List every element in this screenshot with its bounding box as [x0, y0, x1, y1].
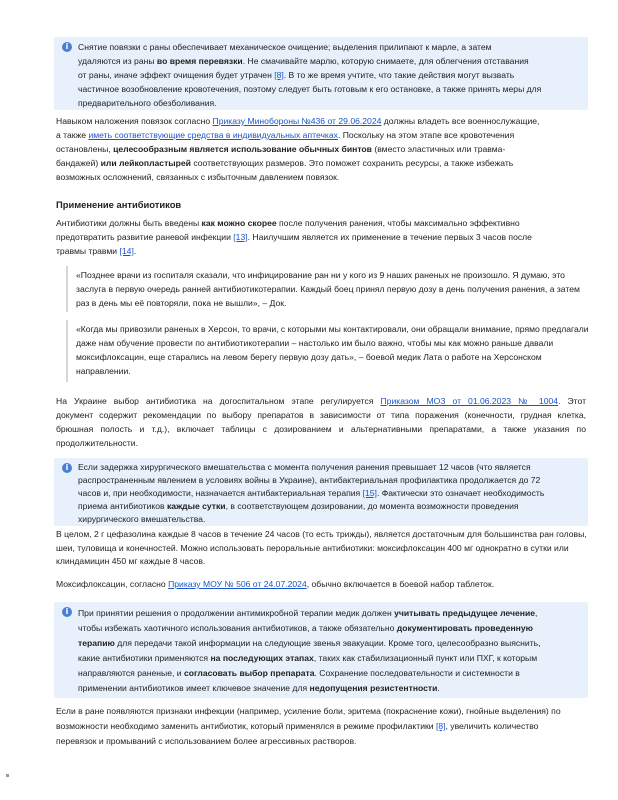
- info-callout-text: [78, 606, 580, 696]
- margin-mark: [6, 774, 9, 777]
- text-line: удаляются из раны во время перевязки. Не смачивайте марлю, которую снимаете, для облегчения отставания: [78, 56, 529, 66]
- text-line: возможных осложнений, связанных с избыточным давлением повязок.: [56, 172, 340, 182]
- text-line: При принятии решения о продолжении антимикробной терапии медик должен учитывать предыдущее лечение,: [78, 608, 538, 618]
- text-line: хирургического вмешательства.: [78, 514, 206, 524]
- info-callout-surgery-delay: [54, 458, 588, 526]
- reference-link-13[interactable]: [13]: [233, 232, 248, 242]
- text-line: травмы травми [14].: [56, 246, 137, 256]
- text-line: терапию для передачи такой информации на следующие звенья эвакуации. Кроме того, целесообразно выяснить,: [78, 638, 541, 648]
- info-callout-therapy-continuation: [54, 602, 588, 698]
- order-436-link[interactable]: Приказу Минобороны №436 от 29.06.2024: [212, 116, 382, 126]
- info-callout-wound-cleaning: [54, 37, 588, 110]
- paragraph-infection-signs: [56, 704, 586, 749]
- text-line: Если задержка хирургического вмешательства с момента получения ранения превышает 12 часов (что является: [78, 462, 531, 472]
- text-line: предварительного обезболивания.: [78, 98, 217, 108]
- text-line: шеи, туловища и конечностей. Можно использовать пероральные антибиотики: моксифлоксацин 400 мг однократно в сутки или: [56, 542, 569, 553]
- paragraph-antibiotics-timing: [56, 216, 586, 258]
- text-line: «Позднее врачи из госпиталя сказали, что инфицирование ран ни у кого из 9 наших раненых не произошло. Я думаю, это: [76, 270, 565, 280]
- text-line: Снятие повязки с раны обеспечивает механическое очищение; выделения прилипают к марле, а затем: [78, 42, 492, 52]
- text-line: моксифлоксацин, еще старались на левом берегу первую дозу дать», – боевой медик Лата о работе на Херсонском: [76, 352, 542, 362]
- text-line: бандажей) или лейкопластырей соответствующих размеров. Это поможет сохранить ресурсы, а также избежать: [56, 158, 514, 168]
- text-line: Если в ране появляются признаки инфекции (например, усиление боли, эритема (покраснение кожи), гнойные выделения) по: [56, 706, 561, 716]
- text-line: распространенным явлением в условиях войны в Украине), антибактериальная профилактика продолжается до 72: [78, 475, 541, 485]
- text-line: Антибиотики должны быть введены как можно скорее после получения ранения, чтобы максимально эффективно: [56, 218, 520, 228]
- text-line: какие антибиотики применяются на последующих этапах, таких как стабилизационный пункт или ПХГ, к которым: [78, 653, 538, 663]
- paragraph-moz-order: [56, 394, 586, 450]
- text-line: возможности необходимо заменить антибиотик, который применялся в режиме профилактики [8], увеличить количество: [56, 721, 539, 731]
- text-line: Моксифлоксацин, согласно Приказу МОУ № 506 от 24.07.2024, обычно включается в боевой набор таблеток.: [56, 579, 495, 589]
- text-line: чтобы избежать хаотичного использования антибиотиков, а также обязательно документировать проведенную: [78, 623, 533, 633]
- text-line: документ содержит рекомендации по выбору препаратов в зависимости от типа поражения (конечности, грудная клетка,: [56, 410, 586, 420]
- text-line: от раны, иначе эффект очищения будет утрачен [8]. В то же время учтите, что такие действия могут вызвать: [78, 70, 515, 80]
- section-heading: Применение антибиотиков: [56, 199, 182, 210]
- info-callout-text: [78, 40, 580, 110]
- text-line: клиндамицин 450 мг каждые 8 часов.: [56, 556, 206, 566]
- text-line: частичное возобновление кровотечения, поэтому следует быть готовым к его остановке, а также принять меры для: [78, 84, 542, 94]
- individual-kits-link[interactable]: иметь соответствующие средства в индивидуальных аптечках: [88, 130, 338, 140]
- text-line: брюшная полость и т.д.), включает таблицы с дозированием и альтернативными препаратами, а также указания по: [56, 424, 586, 434]
- reference-link-14[interactable]: [14]: [119, 246, 134, 256]
- info-icon: i: [62, 463, 72, 473]
- text-line: «Когда мы привозили раненых в Херсон, то врачи, с которыми мы контактировали, они обращали внимание, прямо предлагали: [76, 324, 589, 334]
- text-line: заслуга в первую очередь ранней антибиотикотерапии. Каждый боец принял первую дозу в день получения ранения, а затем: [76, 284, 580, 294]
- text-line: а также иметь соответствующие средства в индивидуальных аптечках. Поскольку на этом этапе все кровотечения: [56, 130, 515, 140]
- text-line: Навыком наложения повязок согласно Приказу Минобороны №436 от 29.06.2024 должны владеть все военнослужащие,: [56, 116, 540, 126]
- text-line: В целом, 2 г цефазолина каждые 8 часов в течение 24 часов (то есть трижды), является достаточным для большинства ран головы,: [56, 529, 587, 539]
- text-line: На Украине выбор антибиотика на догоспитальном этапе регулируется Приказом МОЗ от 01.06.2023 № 1004. Этот: [56, 396, 586, 406]
- text-line: направляются раненые, и согласовать выбор препарата. Сохранение последовательности и системности в: [78, 668, 520, 678]
- text-line: остановлены, целесообразным является использование обычных бинтов (вместо эластичных или травма-: [56, 144, 506, 154]
- text-line: часов и, при необходимости, назначается антибактериальная терапия [15]. Фактически это означает необходимость: [78, 488, 545, 498]
- reference-link-15[interactable]: [15]: [362, 488, 377, 498]
- info-icon: i: [62, 42, 72, 52]
- info-icon: i: [62, 607, 72, 617]
- info-callout-text: [78, 460, 580, 525]
- text-line: раз в день мы её повторяли, пока не вышли», – Док.: [76, 298, 287, 308]
- text-line: направлении.: [76, 366, 131, 376]
- paragraph-cefazolin-dosing: [56, 527, 586, 568]
- text-line: продолжительности.: [56, 438, 138, 448]
- mou-order-506-link[interactable]: Приказу МОУ № 506 от 24.07.2024: [168, 579, 307, 589]
- quote-medic-lata: [76, 322, 589, 378]
- paragraph-bandaging-skills: [56, 114, 586, 184]
- reference-link-8[interactable]: [8]: [274, 70, 284, 80]
- text-line: предотвратить развитие раневой инфекции [13]. Наилучшим является их применение в течение первых 3 часов после: [56, 232, 532, 242]
- moz-order-1004-link[interactable]: Приказом МОЗ от 01.06.2023 № 1004: [380, 396, 559, 406]
- quote-bar: [66, 320, 68, 382]
- quote-bar: [66, 266, 68, 312]
- paragraph-moxifloxacin: [56, 577, 586, 591]
- text-line: перевязок и промываний с использованием более агрессивных растворов.: [56, 736, 357, 746]
- text-line: применении антибиотиков имеет ключевое значение для недопущения резистентности.: [78, 683, 440, 693]
- quote-doc: [76, 268, 580, 310]
- reference-link-8[interactable]: [8]: [435, 721, 446, 731]
- text-line: приема антибиотиков каждые сутки, в соответствующем дозировании, до момента возможности проведения: [78, 501, 519, 511]
- text-line: даже нам обучение провести по антибиотикотерапии – настолько им было важно, чтобы мы как можно раньше давали: [76, 338, 554, 348]
